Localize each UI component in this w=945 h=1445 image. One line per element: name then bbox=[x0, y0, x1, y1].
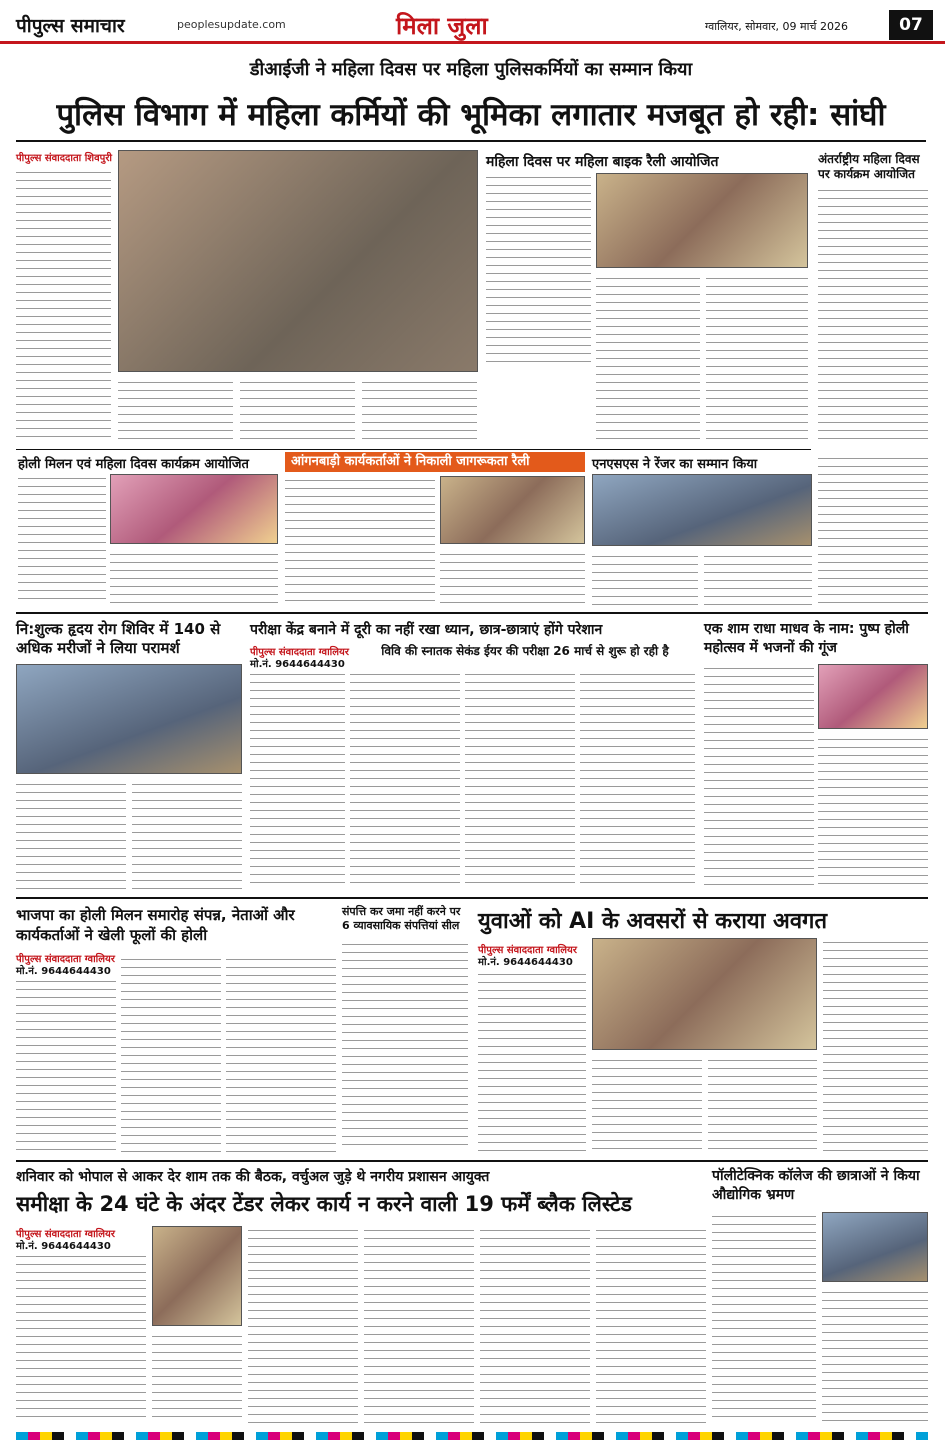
property-tax-body bbox=[342, 940, 468, 1152]
lead-rule bbox=[16, 140, 926, 142]
exam-body-2 bbox=[350, 670, 460, 890]
blacklist-body-3 bbox=[248, 1226, 358, 1424]
divider bbox=[16, 449, 811, 450]
womens-day-body-2 bbox=[818, 454, 928, 604]
radha-madhav-body-2 bbox=[818, 735, 928, 890]
exam-center-headline: परीक्षा केंद्र बनाने में दूरी का नहीं रखा ध्यान, छात्र-छात्राएं होंगे परेशान bbox=[250, 622, 603, 638]
ai-byline: पीपुल्स संवाददाता ग्वालियर bbox=[478, 945, 577, 956]
bike-rally-body-3 bbox=[706, 274, 808, 444]
nss-photo bbox=[592, 474, 812, 546]
exam-body bbox=[250, 670, 345, 890]
property-tax-headline: संपत्ति कर जमा नहीं करने पर 6 व्यावसायिक संपत्तियां सील bbox=[342, 905, 461, 932]
holi-milan-body-2 bbox=[110, 550, 278, 606]
lead-byline: पीपुल्स संवाददाता शिवपुरी bbox=[16, 153, 113, 164]
website-url: peoplesupdate.com bbox=[177, 18, 286, 31]
bike-rally-body-2 bbox=[596, 274, 700, 444]
holi-milan-photo bbox=[110, 474, 278, 544]
bike-rally-photo bbox=[596, 173, 808, 268]
anganwadi-photo bbox=[440, 476, 585, 544]
section-name: मिला जुला bbox=[396, 12, 488, 40]
blacklist-body-2 bbox=[152, 1332, 242, 1424]
radha-madhav-headline: एक शाम राधा माधव के नाम: पुष्प होली महोत्सव में भजनों की गूंज bbox=[704, 621, 909, 656]
ai-body-2 bbox=[592, 1056, 702, 1152]
color-registration-bar bbox=[16, 1432, 928, 1440]
lead-photo bbox=[118, 150, 478, 372]
masthead bbox=[0, 0, 945, 44]
ai-headline: युवाओं को AI के अवसरों से कराया अवगत bbox=[478, 909, 827, 934]
divider bbox=[16, 897, 928, 899]
blacklist-mobile: मो.नं. 9644644430 bbox=[16, 1241, 111, 1252]
polytechnic-photo bbox=[822, 1212, 928, 1282]
anganwadi-body-2 bbox=[440, 550, 585, 606]
newspaper-brand: पीपुल्स समाचार bbox=[16, 15, 125, 37]
lead-body-col2 bbox=[118, 378, 233, 444]
blacklist-body-6 bbox=[596, 1226, 706, 1424]
bjp-mobile: मो.नं. 9644644430 bbox=[16, 966, 111, 977]
anganwadi-headline: आंगनबाड़ी कार्यकर्ताओं ने निकाली जागरूकता रैली bbox=[285, 452, 585, 472]
ai-mobile: मो.नं. 9644644430 bbox=[478, 957, 573, 968]
holi-milan-headline: होली मिलन एवं महिला दिवस कार्यक्रम आयोजित bbox=[18, 457, 249, 472]
blacklist-body bbox=[16, 1252, 146, 1424]
heart-camp-headline: नि:शुल्क हृदय रोग शिविर में 140 से अधिक मरीजों ने लिया परामर्श bbox=[16, 620, 221, 657]
lead-body-col1 bbox=[16, 168, 111, 443]
polytechnic-headline: पॉलीटेक्निक कॉलेज की छात्राओं ने किया औद्योगिक भ्रमण bbox=[712, 1168, 920, 1203]
blacklist-body-4 bbox=[364, 1226, 474, 1424]
ai-photo bbox=[592, 938, 817, 1050]
nss-body bbox=[592, 552, 698, 606]
blacklist-photo bbox=[152, 1226, 242, 1326]
heart-camp-photo bbox=[16, 664, 242, 774]
divider bbox=[16, 1160, 928, 1162]
womens-day-body bbox=[818, 186, 928, 444]
ai-body-3 bbox=[708, 1056, 817, 1152]
divider bbox=[16, 612, 928, 614]
edition-date: ग्वालियर, सोमवार, 09 मार्च 2026 bbox=[705, 20, 848, 33]
bjp-body bbox=[16, 977, 116, 1152]
radha-madhav-photo bbox=[818, 664, 928, 729]
exam-subheadline: विवि की स्नातक सेकंड ईयर की परीक्षा 26 मार्च से शुरू हो रही है bbox=[381, 644, 669, 658]
exam-byline: पीपुल्स संवाददाता ग्वालियर bbox=[250, 647, 349, 658]
radha-madhav-body bbox=[704, 664, 814, 890]
bjp-byline: पीपुल्स संवाददाता ग्वालियर bbox=[16, 954, 115, 965]
blacklist-byline: पीपुल्स संवाददाता ग्वालियर bbox=[16, 1229, 115, 1240]
anganwadi-body bbox=[285, 476, 435, 606]
lead-headline: पुलिस विभाग में महिला कर्मियों की भूमिका लगातार मजबूत हो रही: सांघी bbox=[56, 97, 886, 133]
blacklist-body-5 bbox=[480, 1226, 590, 1424]
holi-milan-body bbox=[18, 474, 106, 606]
heart-camp-body bbox=[16, 780, 126, 890]
lead-body-col4 bbox=[362, 378, 477, 444]
heart-camp-body-2 bbox=[132, 780, 242, 890]
polytechnic-body-2 bbox=[822, 1288, 928, 1424]
nss-body-2 bbox=[704, 552, 812, 606]
lead-body-col3 bbox=[240, 378, 355, 444]
nss-headline: एनएसएस ने रेंजर का सम्मान किया bbox=[592, 457, 758, 472]
exam-body-4 bbox=[580, 670, 695, 890]
bjp-body-3 bbox=[226, 955, 336, 1152]
blacklist-headline: समीक्षा के 24 घंटे के अंदर टेंडर लेकर कार्य न करने वाली 19 फर्में ब्लैक लिस्टेड bbox=[16, 1192, 632, 1216]
lead-kicker: डीआईजी ने महिला दिवस पर महिला पुलिसकर्मियों का सम्मान किया bbox=[249, 59, 693, 80]
womens-day-headline: अंतर्राष्ट्रीय महिला दिवस पर कार्यक्रम आयोजित bbox=[818, 152, 920, 181]
bottom-kicker: शनिवार को भोपाल से आकर देर शाम तक की बैठक, वर्चुअल जुड़े थे नगरीय प्रशासन आयुक्त bbox=[16, 1169, 490, 1185]
polytechnic-body bbox=[712, 1212, 816, 1424]
bike-rally-body bbox=[486, 173, 591, 368]
bike-rally-headline: महिला दिवस पर महिला बाइक रैली आयोजित bbox=[486, 154, 719, 170]
ai-body bbox=[478, 970, 586, 1152]
page-number: 07 bbox=[889, 10, 933, 40]
bjp-holi-headline: भाजपा का होली मिलन समारोह संपन्न, नेताओं और कार्यकर्ताओं ने खेली फूलों की होली bbox=[16, 906, 295, 944]
bjp-body-2 bbox=[121, 955, 221, 1152]
exam-mobile: मो.नं. 9644644430 bbox=[250, 659, 345, 670]
exam-body-3 bbox=[465, 670, 575, 890]
ai-body-4 bbox=[823, 938, 928, 1152]
